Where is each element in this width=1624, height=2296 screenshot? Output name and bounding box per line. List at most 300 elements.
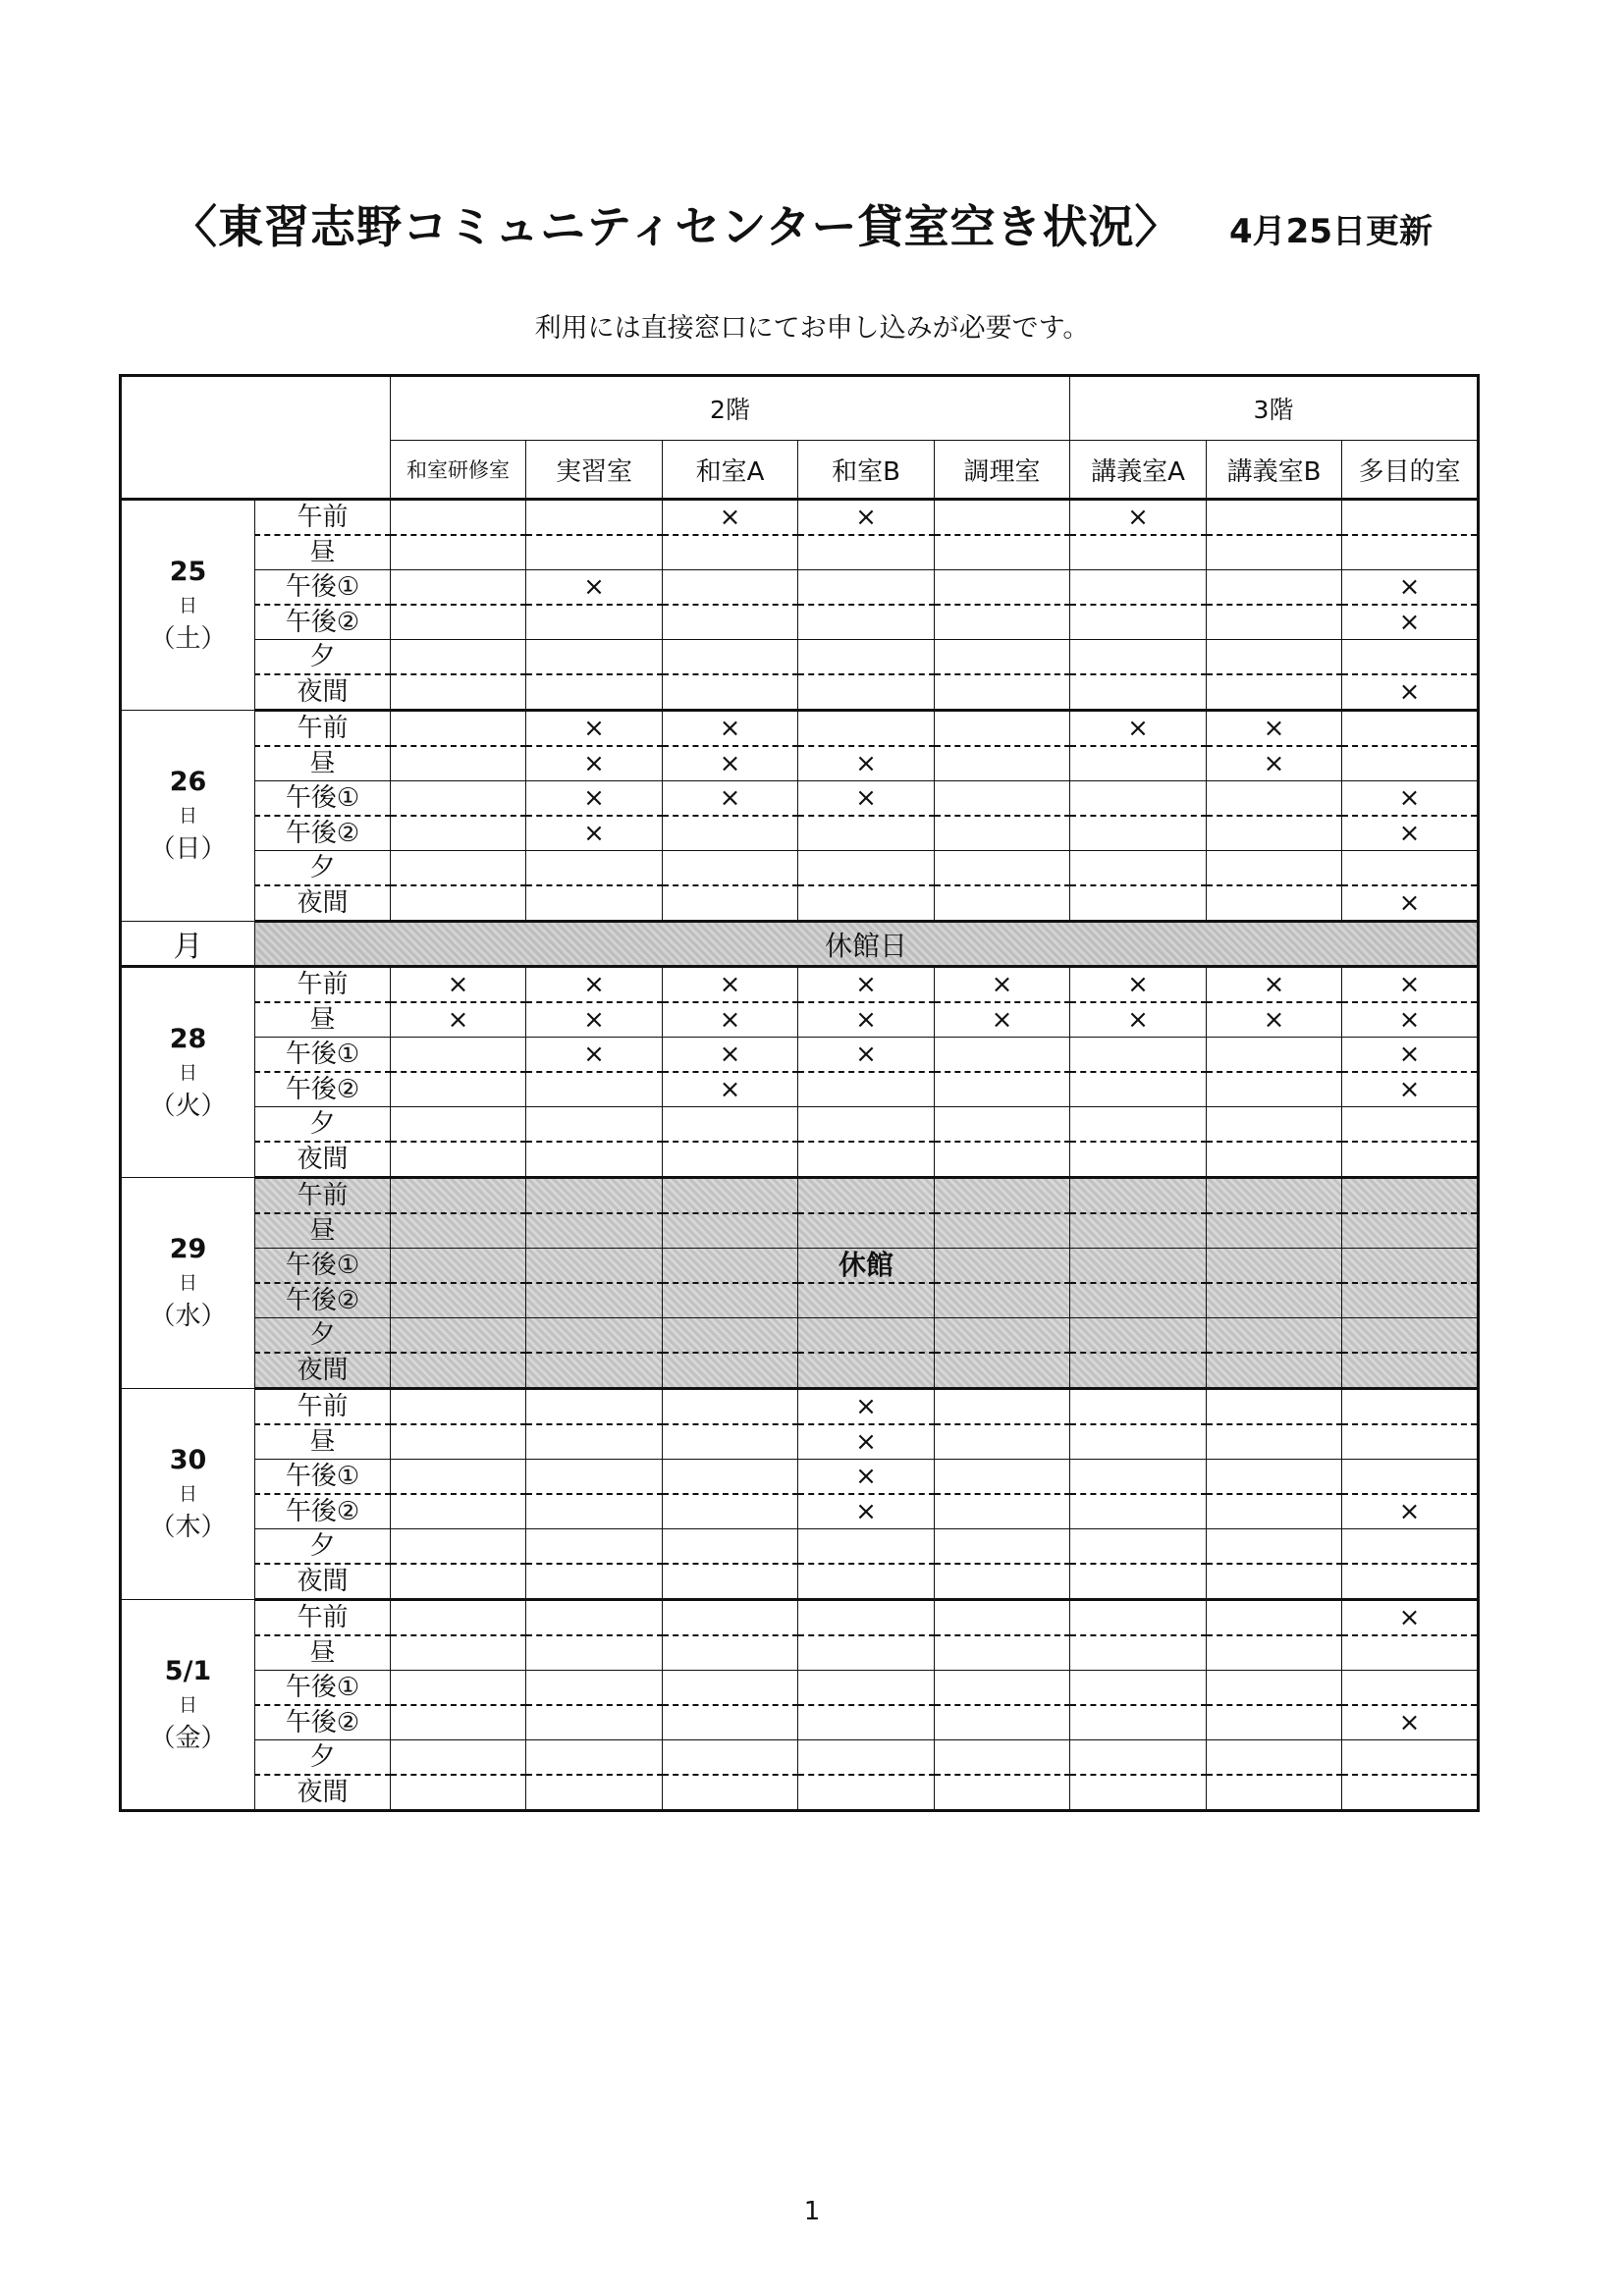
availability-cell <box>1342 1178 1479 1214</box>
availability-cell <box>391 1775 526 1811</box>
availability-cell <box>663 1318 798 1354</box>
slot-label: 夜間 <box>255 674 391 711</box>
availability-cell: × <box>935 967 1070 1003</box>
availability-cell <box>1342 1213 1479 1249</box>
availability-cell <box>1070 1635 1207 1671</box>
availability-cell: × <box>1342 1038 1479 1073</box>
availability-cell <box>798 1142 935 1178</box>
availability-cell <box>935 1213 1070 1249</box>
availability-cell <box>1070 1178 1207 1214</box>
slot-label: 夜間 <box>255 1142 391 1178</box>
day-of-week: （金） <box>149 1723 227 1753</box>
availability-cell <box>526 500 663 536</box>
availability-cell <box>798 535 935 570</box>
availability-cell <box>526 1283 663 1318</box>
availability-cell <box>935 605 1070 640</box>
availability-cell <box>391 605 526 640</box>
availability-cell <box>1070 1249 1207 1284</box>
availability-cell <box>935 1249 1070 1284</box>
availability-cell <box>935 640 1070 675</box>
availability-cell <box>391 1389 526 1425</box>
slot-label: 午前 <box>255 1178 391 1214</box>
availability-cell <box>1207 1353 1342 1389</box>
availability-cell <box>1070 1142 1207 1178</box>
availability-cell <box>798 816 935 851</box>
availability-cell <box>663 1494 798 1529</box>
availability-cell <box>391 885 526 922</box>
availability-cell <box>1070 851 1207 886</box>
availability-cell <box>1342 1107 1479 1143</box>
availability-cell: × <box>1342 605 1479 640</box>
availability-cell <box>663 570 798 606</box>
day-of-week: （水） <box>149 1302 227 1331</box>
slot-row <box>121 1318 1479 1354</box>
availability-cell <box>1207 1142 1342 1178</box>
slot-row <box>121 1353 1479 1389</box>
availability-cell <box>935 1424 1070 1460</box>
slot-label: 午後② <box>255 1283 391 1318</box>
slot-row <box>121 967 1479 1003</box>
availability-cell <box>1207 1460 1342 1495</box>
availability-cell <box>1207 1038 1342 1073</box>
room-header: 和室B <box>798 441 935 500</box>
floor-3-header: 3階 <box>1070 376 1479 441</box>
slot-label: 午後① <box>255 1460 391 1495</box>
availability-cell <box>391 1283 526 1318</box>
availability-cell: × <box>526 570 663 606</box>
availability-cell <box>391 1178 526 1214</box>
availability-cell <box>663 1389 798 1425</box>
availability-cell <box>1070 640 1207 675</box>
availability-cell <box>798 1178 935 1214</box>
availability-cell: × <box>798 1424 935 1460</box>
availability-cell <box>663 1740 798 1776</box>
slot-label: 午前 <box>255 967 391 1003</box>
availability-cell <box>526 1249 663 1284</box>
availability-cell <box>1207 1775 1342 1811</box>
slot-row <box>121 500 1479 536</box>
availability-cell <box>798 1529 935 1565</box>
slot-label: 午後① <box>255 1038 391 1073</box>
availability-cell <box>935 711 1070 747</box>
day-of-week: （土） <box>149 623 227 654</box>
availability-cell <box>935 1564 1070 1600</box>
day-number: 5/1 <box>164 1655 212 1686</box>
availability-cell: × <box>663 746 798 781</box>
availability-cell <box>1207 1705 1342 1740</box>
availability-cell <box>798 1283 935 1318</box>
availability-cell <box>663 1600 798 1636</box>
availability-cell <box>391 746 526 781</box>
availability-cell <box>1342 1775 1479 1811</box>
slot-label: 昼 <box>255 1002 391 1038</box>
availability-cell <box>663 1424 798 1460</box>
availability-cell <box>391 1635 526 1671</box>
availability-cell: × <box>798 746 935 781</box>
availability-cell <box>663 1460 798 1495</box>
availability-cell <box>526 1178 663 1214</box>
availability-cell <box>1070 1529 1207 1565</box>
slot-row <box>121 1494 1479 1529</box>
slot-row <box>121 1600 1479 1636</box>
availability-cell <box>526 640 663 675</box>
availability-cell <box>526 535 663 570</box>
availability-cell <box>1207 1318 1342 1354</box>
availability-cell <box>391 1038 526 1073</box>
day-of-week: （木） <box>149 1513 227 1542</box>
availability-cell <box>526 1705 663 1740</box>
availability-cell <box>391 1460 526 1495</box>
availability-cell <box>798 851 935 886</box>
availability-cell <box>391 1353 526 1389</box>
availability-cell <box>798 1213 935 1249</box>
availability-cell <box>798 711 935 747</box>
availability-cell <box>663 674 798 711</box>
availability-cell <box>663 535 798 570</box>
slot-row <box>121 1002 1479 1038</box>
availability-cell <box>526 1671 663 1706</box>
availability-cell: × <box>1070 500 1207 536</box>
availability-cell: × <box>1342 570 1479 606</box>
availability-cell: × <box>663 711 798 747</box>
slot-row <box>121 1564 1479 1600</box>
availability-cell <box>663 1353 798 1389</box>
availability-table <box>119 374 1480 1812</box>
day-of-week: （火） <box>149 1091 227 1121</box>
availability-cell <box>1207 1424 1342 1460</box>
availability-cell <box>935 746 1070 781</box>
availability-cell <box>935 1318 1070 1354</box>
availability-cell <box>935 885 1070 922</box>
monday-closed-bar: 休館日 <box>255 922 1479 967</box>
slot-row <box>121 1705 1479 1740</box>
availability-cell: × <box>526 746 663 781</box>
availability-cell <box>1207 1529 1342 1565</box>
availability-cell <box>391 500 526 536</box>
slot-row <box>121 640 1479 675</box>
availability-cell <box>1070 1353 1207 1389</box>
day-number: 30 <box>169 1445 207 1475</box>
availability-cell: × <box>798 1038 935 1073</box>
availability-cell <box>1342 1389 1479 1425</box>
availability-cell <box>1342 500 1479 536</box>
availability-cell <box>1207 500 1342 536</box>
availability-cell: × <box>663 1072 798 1107</box>
availability-cell <box>526 1353 663 1389</box>
availability-cell <box>1207 1178 1342 1214</box>
availability-cell <box>663 1213 798 1249</box>
availability-cell <box>391 1424 526 1460</box>
availability-cell <box>526 851 663 886</box>
availability-cell <box>1070 885 1207 922</box>
slot-label: 夕 <box>255 1318 391 1354</box>
slot-label: 午後② <box>255 605 391 640</box>
slot-label: 昼 <box>255 1424 391 1460</box>
slot-label: 午前 <box>255 1389 391 1425</box>
updated-date: 4月25日更新 <box>1229 212 1433 251</box>
availability-cell <box>798 1249 935 1284</box>
slot-label: 夜間 <box>255 1564 391 1600</box>
availability-cell <box>1070 605 1207 640</box>
slot-row <box>121 1142 1479 1178</box>
slot-row <box>121 851 1479 886</box>
availability-cell <box>935 816 1070 851</box>
availability-cell <box>1070 1600 1207 1636</box>
day-unit: 日 <box>178 805 197 827</box>
availability-cell <box>1207 816 1342 851</box>
availability-cell: × <box>663 781 798 817</box>
availability-cell <box>526 1213 663 1249</box>
availability-cell <box>1207 851 1342 886</box>
availability-cell <box>1342 1424 1479 1460</box>
availability-cell <box>1342 1318 1479 1354</box>
availability-cell <box>935 1460 1070 1495</box>
availability-cell: × <box>1342 674 1479 711</box>
room-header: 調理室 <box>935 441 1070 500</box>
availability-cell <box>1070 1424 1207 1460</box>
availability-cell <box>526 1424 663 1460</box>
availability-cell: × <box>798 1460 935 1495</box>
availability-cell <box>663 1705 798 1740</box>
availability-cell <box>935 535 1070 570</box>
availability-cell <box>1070 1072 1207 1107</box>
availability-cell <box>1070 746 1207 781</box>
availability-cell <box>663 1107 798 1143</box>
availability-cell <box>526 1494 663 1529</box>
availability-cell <box>526 1107 663 1143</box>
availability-cell <box>391 570 526 606</box>
table-corner <box>121 376 391 500</box>
availability-cell <box>798 1318 935 1354</box>
availability-cell <box>526 1529 663 1565</box>
slot-row <box>121 570 1479 606</box>
availability-cell <box>526 1600 663 1636</box>
availability-cell <box>1207 1072 1342 1107</box>
availability-cell <box>526 1740 663 1776</box>
floor-2-header: 2階 <box>391 376 1070 441</box>
availability-cell <box>935 1494 1070 1529</box>
availability-cell: × <box>1342 816 1479 851</box>
availability-cell <box>391 1213 526 1249</box>
slot-row <box>121 1529 1479 1565</box>
slot-label: 夜間 <box>255 1353 391 1389</box>
availability-cell <box>391 640 526 675</box>
availability-cell <box>935 1072 1070 1107</box>
slot-row <box>121 1072 1479 1107</box>
availability-cell <box>1070 1038 1207 1073</box>
availability-cell <box>391 1249 526 1284</box>
availability-cell: × <box>526 1038 663 1073</box>
room-header: 和室研修室 <box>391 441 526 500</box>
availability-cell <box>798 1107 935 1143</box>
room-header: 講義室A <box>1070 441 1207 500</box>
availability-cell: × <box>526 781 663 817</box>
availability-cell: × <box>1070 711 1207 747</box>
availability-cell <box>935 1353 1070 1389</box>
availability-cell <box>1207 1494 1342 1529</box>
availability-cell <box>526 1460 663 1495</box>
day-number: 25 <box>169 556 207 587</box>
availability-cell <box>1207 1213 1342 1249</box>
slot-label: 午前 <box>255 711 391 747</box>
room-header: 実習室 <box>526 441 663 500</box>
day-label <box>121 967 255 1178</box>
slot-row <box>121 605 1479 640</box>
availability-cell <box>935 781 1070 817</box>
availability-cell <box>663 1635 798 1671</box>
day-of-week: （日） <box>149 834 227 864</box>
availability-cell <box>1342 851 1479 886</box>
availability-cell <box>798 605 935 640</box>
availability-cell: × <box>391 967 526 1003</box>
availability-cell <box>1207 781 1342 817</box>
availability-cell <box>526 1775 663 1811</box>
availability-cell <box>1342 1283 1479 1318</box>
availability-cell <box>1342 711 1479 747</box>
slot-label: 午後① <box>255 781 391 817</box>
slot-label: 午後① <box>255 1671 391 1706</box>
availability-cell <box>935 674 1070 711</box>
availability-cell: × <box>798 1494 935 1529</box>
availability-cell <box>391 1529 526 1565</box>
availability-cell <box>935 1671 1070 1706</box>
availability-cell <box>935 1107 1070 1143</box>
availability-cell <box>391 816 526 851</box>
availability-cell: × <box>1207 1002 1342 1038</box>
availability-cell <box>663 1142 798 1178</box>
availability-cell: × <box>798 781 935 817</box>
day-label <box>121 1389 255 1600</box>
availability-cell <box>1207 605 1342 640</box>
availability-cell <box>798 1600 935 1636</box>
availability-cell <box>1070 674 1207 711</box>
availability-cell: × <box>935 1002 1070 1038</box>
availability-cell <box>663 851 798 886</box>
availability-cell: × <box>1342 1705 1479 1740</box>
availability-cell <box>663 640 798 675</box>
availability-cell <box>1207 1389 1342 1425</box>
availability-cell <box>798 1635 935 1671</box>
room-header: 和室A <box>663 441 798 500</box>
day-unit: 日 <box>178 594 197 616</box>
slot-row <box>121 1213 1479 1249</box>
page-number: 1 <box>803 2197 821 2226</box>
day-label <box>121 711 255 922</box>
day-number: 26 <box>169 767 207 797</box>
availability-cell <box>391 1671 526 1706</box>
availability-cell <box>1070 1740 1207 1776</box>
availability-cell <box>1207 1249 1342 1284</box>
slot-label: 夕 <box>255 640 391 675</box>
availability-cell <box>391 1740 526 1776</box>
availability-cell <box>935 570 1070 606</box>
availability-cell <box>1342 1529 1479 1565</box>
availability-cell: × <box>1342 1494 1479 1529</box>
availability-cell <box>1207 1671 1342 1706</box>
availability-cell <box>1342 640 1479 675</box>
availability-cell <box>935 1600 1070 1636</box>
day-unit: 日 <box>178 1272 197 1294</box>
availability-cell: × <box>663 967 798 1003</box>
slot-label: 午後① <box>255 1249 391 1284</box>
availability-cell <box>935 1705 1070 1740</box>
availability-cell <box>1070 1564 1207 1600</box>
availability-cell <box>1070 1460 1207 1495</box>
slot-label: 午前 <box>255 1600 391 1636</box>
slot-label: 昼 <box>255 746 391 781</box>
slot-label: 午後② <box>255 816 391 851</box>
slot-label: 夕 <box>255 1107 391 1143</box>
availability-cell <box>1207 535 1342 570</box>
availability-cell <box>526 1072 663 1107</box>
availability-cell <box>1207 1600 1342 1636</box>
availability-cell <box>1342 1740 1479 1776</box>
room-header: 講義室B <box>1207 441 1342 500</box>
availability-cell: × <box>526 967 663 1003</box>
availability-cell <box>663 1529 798 1565</box>
day-label <box>121 1600 255 1811</box>
availability-cell <box>663 1283 798 1318</box>
slot-label: 午後① <box>255 570 391 606</box>
availability-cell <box>391 1318 526 1354</box>
availability-cell <box>798 1072 935 1107</box>
availability-cell <box>663 1775 798 1811</box>
availability-cell: × <box>526 1002 663 1038</box>
availability-cell <box>526 885 663 922</box>
availability-cell <box>391 1564 526 1600</box>
availability-cell <box>798 640 935 675</box>
availability-cell <box>798 1671 935 1706</box>
availability-cell <box>526 1318 663 1354</box>
slot-row <box>121 1178 1479 1214</box>
slot-label: 午後② <box>255 1072 391 1107</box>
slot-row <box>121 1671 1479 1706</box>
availability-cell <box>1207 1107 1342 1143</box>
slot-row <box>121 1740 1479 1776</box>
availability-cell <box>935 851 1070 886</box>
availability-cell <box>935 1178 1070 1214</box>
slot-row <box>121 674 1479 711</box>
availability-cell: × <box>798 1002 935 1038</box>
availability-cell <box>1342 1460 1479 1495</box>
monday-row <box>121 922 1479 967</box>
availability-cell: × <box>1207 746 1342 781</box>
availability-cell <box>1070 816 1207 851</box>
slot-row <box>121 1775 1479 1811</box>
availability-cell: × <box>1207 967 1342 1003</box>
availability-cell: × <box>798 500 935 536</box>
availability-cell <box>798 1740 935 1776</box>
availability-cell <box>1070 1494 1207 1529</box>
availability-cell <box>391 711 526 747</box>
availability-cell <box>663 1178 798 1214</box>
page-title: 〈東習志野コミュニティセンター貸室空き状況〉 <box>172 200 1181 253</box>
availability-cell <box>526 674 663 711</box>
availability-cell <box>1342 535 1479 570</box>
availability-cell <box>1207 1564 1342 1600</box>
availability-cell <box>526 1564 663 1600</box>
availability-cell <box>391 1142 526 1178</box>
availability-cell <box>798 1564 935 1600</box>
availability-cell <box>798 674 935 711</box>
availability-cell <box>935 500 1070 536</box>
availability-cell <box>391 1107 526 1143</box>
availability-cell <box>526 1389 663 1425</box>
availability-cell <box>1342 1249 1479 1284</box>
slot-row <box>121 1038 1479 1073</box>
slot-row <box>121 1389 1479 1425</box>
availability-cell <box>1207 885 1342 922</box>
